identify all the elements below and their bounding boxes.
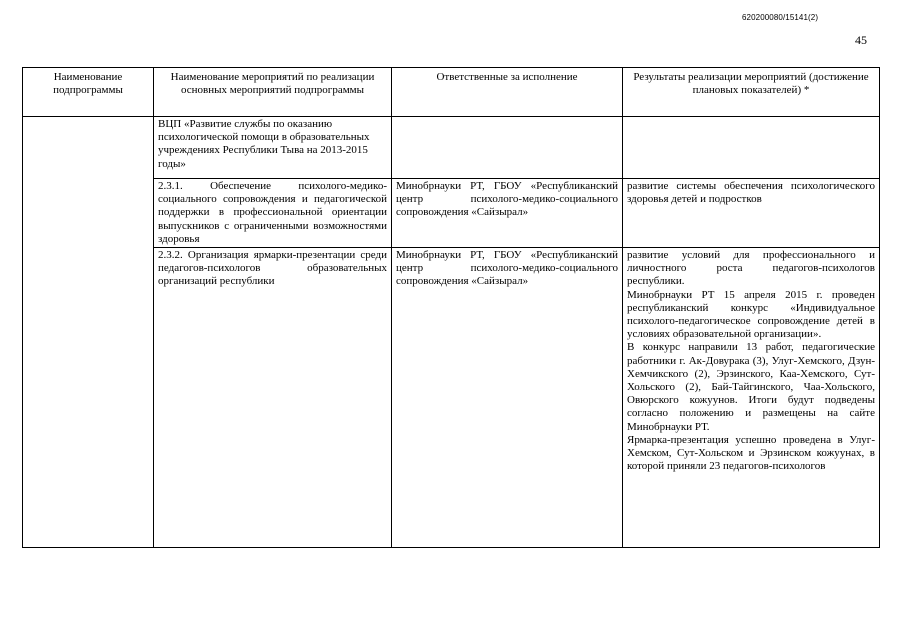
results-cell [623,117,880,179]
results-cell [623,248,880,548]
subprogram-cell [23,117,154,548]
result-paragraph: развитие условий для профессионального и личностного роста педагогов-психологов республики. [627,249,875,288]
responsible-cell: Минобрнауки РТ, ГБОУ «Республиканский центр психолого-медико-социального сопровождения «Сайзырал» [392,179,623,248]
result-paragraph: В конкурс направили 13 работ, педагогические работники г. Ак-Довурака (3), Улуг-Хемского, Дзун-Хемчикского (2), Эрзинского, Каа-Хемского, Сут-Хольского (2), Бай-Тайгинского, Чаа-Хольского, Овюрского кожуунов. Итоги будут подведены согласно положению и размещены на сайте Минобрнауки РТ. [627,341,875,433]
column-header-responsible: Ответственные за исполнение [392,68,623,117]
result-paragraph: развитие системы обеспечения психологического здоровья детей и подростков [627,180,875,206]
results-cell [623,179,880,248]
activities-table [22,67,880,548]
column-header-activity: Наименование мероприятий по реализации основных мероприятий подпрограммы [154,68,392,117]
table-row [23,117,880,179]
result-paragraph: Ярмарка-презентация успешно проведена в Улуг-Хемском, Сут-Хольском и Эрзинском кожуунах, в которой приняли 23 педагогов-психологов [627,433,875,473]
activity-cell: ВЦП «Развитие службы по оказанию психологической помощи в образовательных учреждениях Республики Тыва на 2013-2015 годы» [154,117,392,179]
responsible-cell [392,117,623,179]
doc-id: 620200080/15141(2) [742,13,819,22]
result-paragraph: Минобрнауки РТ 15 апреля 2015 г. проведен республиканский конкурс «Индивидуальное психолого-педагогическое сопровождение детей в условиях образовательной организации». [627,288,875,341]
activity-cell: 2.3.2. Организация ярмарки-презентации среди педагогов-психологов образовательных организаций республики [154,248,392,548]
responsible-cell: Минобрнауки РТ, ГБОУ «Республиканский центр психолого-медико-социального сопровождения «Сайзырал» [392,248,623,548]
page-number: 45 [855,33,867,47]
column-header-results: Результаты реализации мероприятий (достижение плановых показателей) * [623,68,880,117]
column-header-subprogram: Наименование подпрограммы [23,68,154,117]
table-header-row [23,68,880,117]
activity-cell: 2.3.1. Обеспечение психолого-медико-социального сопровождения и педагогической поддержки в профессиональной ориентации выпускников с ограниченными возможностями здоровья [154,179,392,248]
